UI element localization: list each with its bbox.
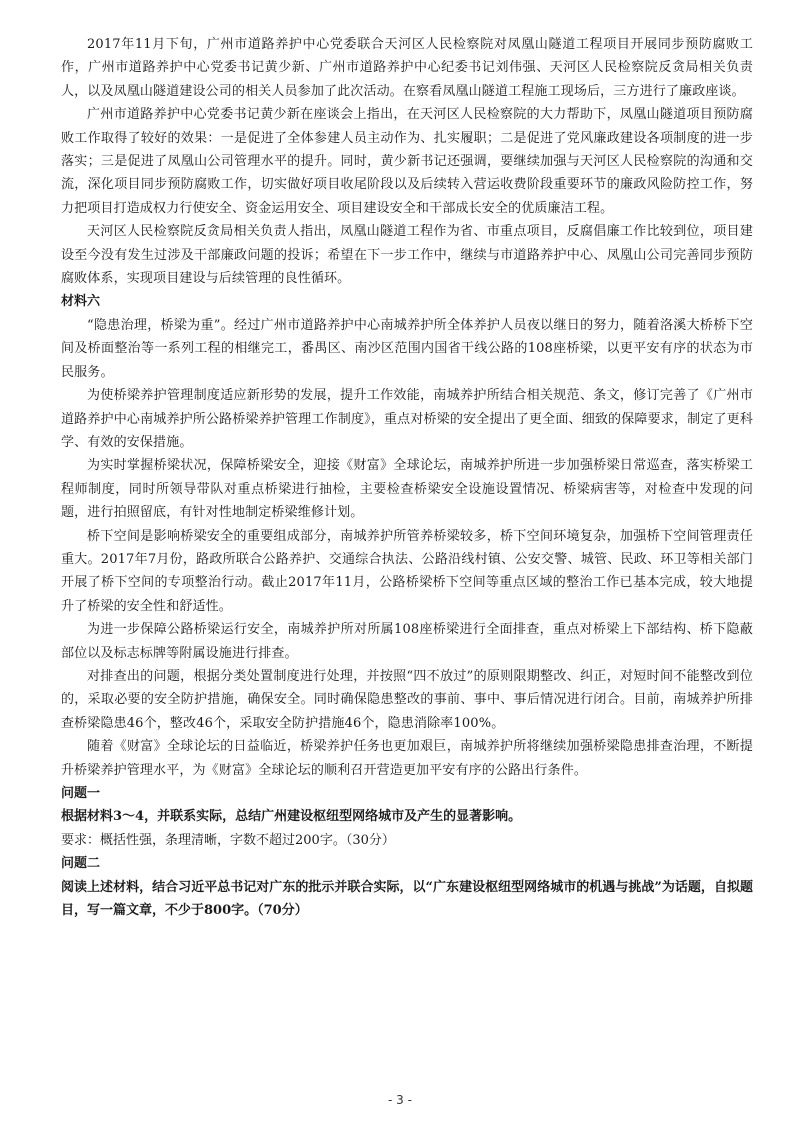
question1-prompt: 根据材料3～4，并联系实际，总结广州建设枢纽型网络城市及产生的显著影响。 <box>61 809 522 825</box>
paragraph: 为使桥梁养护管理制度适应新形势的发展，提升工作效能，南城养护所结合相关规范、条文，修订完善了《广州市道路养护中心南城养护所公路桥梁养护管理工作制度》，重点对桥梁的安全提出了更全面、细致的保障要求，制定了更科学、有效的安保措施。 <box>61 388 753 450</box>
question2-section <box>61 852 753 922</box>
document-page <box>61 33 753 922</box>
material6-heading: 材料六 <box>61 294 101 310</box>
paragraph: 广州市道路养护中心党委书记黄少新在座谈会上指出，在天河区人民检察院的大力帮助下，凤凰山隧道项目预防腐败工作取得了较好的效果：一是促进了全体参建人员主动作为、扎实履职；二是促进了党风廉政建设各项制度的进一步落实；三是促进了凤凰山公司管理水平的提升。同时，黄少新书记还强调，要继续加强与天河区人民检察院的沟通和交流，深化项目同步预防腐败工作，切实做好项目收尾阶段以及后续转入营运收费阶段重要环节的廉政风险防控工作，努力把项目打造成权力行使安全、资金运用安全、项目建设安全和干部成长安全的优质廉洁工程。 <box>61 107 753 216</box>
paragraph: 随着《财富》全球论坛的日益临近，桥梁养护任务也更加艰巨，南城养护所将继续加强桥梁隐患排查治理，不断提升桥梁养护管理水平，为《财富》全球论坛的顺利召开营造更加平安有序的公路出行条件。 <box>61 739 753 778</box>
question1-section <box>61 782 753 852</box>
question1-requirement: 要求：概括性强，条理清晰，字数不超过200字。（30分） <box>61 832 395 848</box>
paragraph: “隐患治理，桥梁为重”。经过广州市道路养护中心南城养护所全体养护人员夜以继日的努力，随着洛溪大桥桥下空间及桥面整治等一系列工程的相继完工，番禺区、南沙区范围内国省干线公路的108座桥梁，以更平安有序的状态为市民服务。 <box>61 317 753 380</box>
question1-heading: 问题一 <box>61 786 101 801</box>
paragraph: 2017年11月下旬，广州市道路养护中心党委联合天河区人民检察院对凤凰山隧道工程项目开展同步预防腐败工作，广州市道路养护中心党委书记黄少新、广州市道路养护中心纪委书记刘伟强、天河区人民检察院反贪局相关负责人，以及凤凰山隧道建设公司的相关人员参加了此次活动。在察看凤凰山隧道工程施工现场后，三方进行了廉政座谈。 <box>61 37 753 99</box>
paragraph: 桥下空间是影响桥梁安全的重要组成部分，南城养护所管养桥梁较多，桥下空间环境复杂，加强桥下空间管理责任重大。2017年7月份，路政所联合公路养护、交通综合执法、公路沿线村镇、公安交警、城管、民政、环卫等相关部门开展了桥下空间的专项整治行动。截止2017年11月，公路桥梁桥下空间等重点区域的整治工作已基本完成，较大地提升了桥梁的安全性和舒适性。 <box>61 528 753 614</box>
paragraph: 对排查出的问题，根据分类处置制度进行处理，并按照“四不放过”的原则限期整改、纠正，对短时间不能整改到位的，采取必要的安全防护措施，确保安全。同时确保隐患整改的事前、事中、事后情况进行闭合。目前，南城养护所排查桥梁隐患46个，整改46个，采取安全防护措施46个，隐患消除率100%。 <box>61 668 753 731</box>
page-number: - 3 - <box>388 1093 412 1107</box>
paragraph: 为进一步保障公路桥梁运行安全，南城养护所对所属108座桥梁进行全面排查，重点对桥梁上下部结构、桥下隐蔽部位以及标志标牌等附属设施进行排查。 <box>61 622 753 661</box>
question2-prompt: 阅读上述材料，结合习近平总书记对广东的批示并联合实际，以“广东建设枢纽型网络城市的机遇与挑战”为话题，自拟题目，写一篇文章，不少于800字。（70分） <box>61 879 753 919</box>
paragraph: 为实时掌握桥梁状况，保障桥梁安全，迎接《财富》全球论坛，南城养护所进一步加强桥梁日常巡查，落实桥梁工程师制度，同时所领导带队对重点桥梁进行抽检，主要检查桥梁安全设施设置情况、桥梁病害等，对检查中发现的问题，进行拍照留底，有针对性地制定桥梁维修计划。 <box>61 458 753 521</box>
paragraph: 天河区人民检察院反贪局相关负责人指出，凤凰山隧道工程作为省、市重点项目，反腐倡廉工作比较到位，项目建设至今没有发生过涉及干部廉政问题的投诉；希望在下一步工作中，继续与市道路养护中心、凤凰山公司完善同步预防腐败体系，实现项目建设与后续管理的良性循环。 <box>61 224 753 287</box>
question2-heading: 问题二 <box>61 856 101 872</box>
material6-section <box>61 290 753 782</box>
material5-continued <box>61 33 753 290</box>
